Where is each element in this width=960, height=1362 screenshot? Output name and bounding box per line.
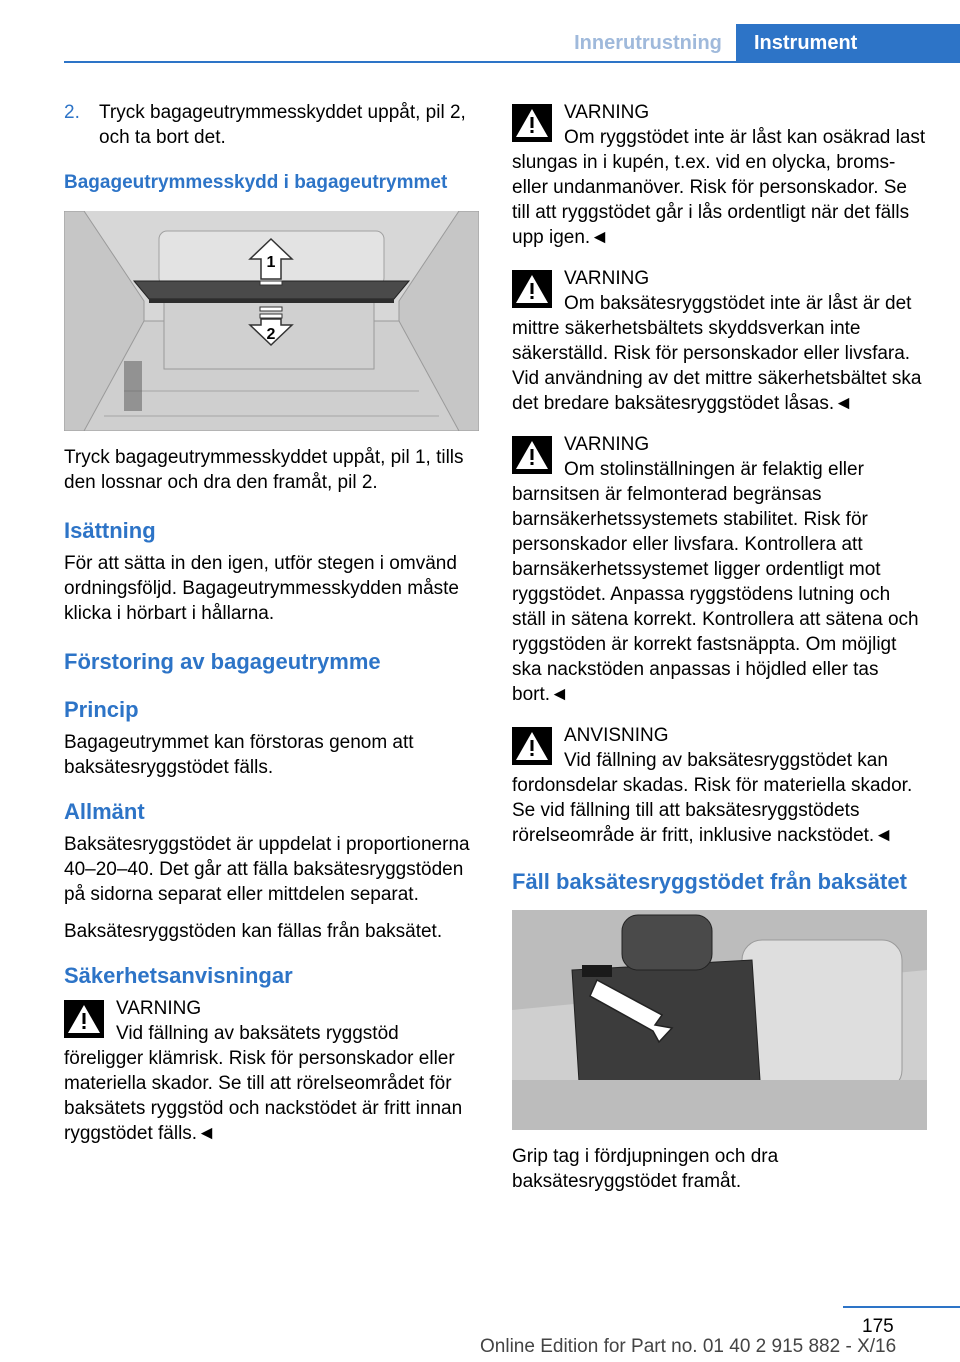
figure2-caption: Grip tag i fördjupningen och dra baksätesryggstödet framåt. — [512, 1146, 779, 1192]
warning-label: VARNING — [564, 434, 650, 455]
warning-icon — [64, 1000, 104, 1038]
warning-icon — [512, 270, 552, 308]
heading-isattning: Isättning — [64, 518, 156, 543]
tab-instrument[interactable]: Instrument — [736, 24, 960, 62]
footer-rule — [843, 1306, 960, 1308]
allmant-text-1: Baksätesryggstödet är uppdelat i proportionerna 40–20–40. Det går att fälla baksätesryggstöden på sidorna separat eller mittdelen separat. — [64, 834, 470, 905]
warning-label: VARNING — [564, 102, 650, 123]
note-label: ANVISNING — [564, 725, 669, 746]
princip-text: Bagageutrymmet kan förstoras genom att baksätesryggstödet fälls. — [64, 732, 414, 778]
warning-icon — [512, 727, 552, 765]
note-block — [512, 723, 927, 848]
right-column — [512, 100, 927, 1206]
warning-text: Om ryggstödet inte är låst kan osäkrad last slungas in i kupén, t.ex. vid en olycka, broms- eller undanmanöver. Risk för personskador. Se till att ryggstödet går i lås ordentligt när det fälls upp igen.◄ — [512, 127, 926, 248]
warning-block-2 — [512, 100, 927, 250]
trunk-drawing — [64, 211, 479, 431]
note-text: Vid fällning av baksätesryggstödet kan fordonsdelar skadas. Risk för materiella skador. Se vid fällning till att baksätesryggstödets rörelseområde är fritt, inklusive nackstödet.◄ — [512, 750, 913, 846]
warning-icon — [512, 436, 552, 474]
warning-label: VARNING — [116, 998, 202, 1019]
subheading-luggage-cover: Bagageutrymmesskydd i bagageutrymmet — [64, 172, 448, 193]
warning-block-3 — [512, 266, 927, 416]
heading-sakerhet: Säkerhetsanvisningar — [64, 963, 293, 988]
heading-allmant: Allmänt — [64, 799, 145, 824]
tab-innerutrustning[interactable]: Innerutrustning — [574, 32, 722, 54]
allmant-text-2: Baksätesryggstöden kan fällas från baksätet. — [64, 921, 443, 942]
warning-block-1 — [64, 996, 479, 1146]
warning-label: VARNING — [564, 268, 650, 289]
heading-princip: Princip — [64, 697, 139, 722]
edition-text: Online Edition for Part no. 01 40 2 915 882 - X/16 — [480, 1336, 897, 1357]
luggage-compartment-illustration — [64, 211, 479, 431]
page-number: 175 — [862, 1316, 894, 1337]
warning-text: Vid fällning av baksätets ryggstöd föreligger klämrisk. Risk för personskador eller materiella skador. Se till att rörelseområdet för baksätets ryggstöd och nackstödet är fritt innan ryggstödet fälls.◄ — [64, 1023, 463, 1144]
left-column — [64, 100, 479, 1162]
heading-fall-baksate: Fäll baksätesryggstödet från baksätet — [512, 869, 907, 894]
arrow-1-label: 1 — [266, 254, 276, 271]
warning-text: Om stolinställningen är felaktig eller barnsitsen är felmonterad begränsas barnsäkerhetssystemets stabilitet. Risk för personskador eller livsfara. Kontrollera att barnsäkerhetssystemet ligger ordentligt mot ryggstödet. Anpassa ryggstödens lutning och ställ in sätena korrekt. Kontrollera att sätena och ryggstöden är korrekt fastsnäppta. Om möjligt ska nackstöden anpassas i höjdled eller tas bort.◄ — [512, 459, 919, 705]
warning-text: Om baksätesryggstödet inte är låst är det mittre säkerhetsbältets skyddsverkan inte säkerställd. Risk för personskador eller livsfara. Vid användning av det mittre säkerhetsbältet ska det bredare baksätesryggstödet låsas.◄ — [512, 293, 922, 414]
step-2 — [64, 100, 479, 150]
header-rule — [64, 61, 960, 63]
rear-seat-illustration — [512, 910, 927, 1130]
figure1-caption: Tryck bagageutrymmesskyddet uppåt, pil 1, tills den lossnar och dra den framåt, pil 2. — [64, 447, 464, 493]
step-text: Tryck bagageutrymmesskyddet uppåt, pil 2, och ta bort det. — [99, 102, 466, 148]
rear-seat-drawing — [512, 910, 927, 1130]
isattning-text: För att sätta in den igen, utför stegen i omvänd ordningsföljd. Bagageutrymmesskydden måste klicka i hörbart i hållarna. — [64, 553, 459, 624]
heading-forstoring: Förstoring av bagageutrymme — [64, 649, 381, 674]
warning-block-4 — [512, 432, 927, 707]
arrow-2-label: 2 — [266, 326, 276, 343]
step-number: 2. — [64, 102, 80, 123]
warning-icon — [512, 104, 552, 142]
